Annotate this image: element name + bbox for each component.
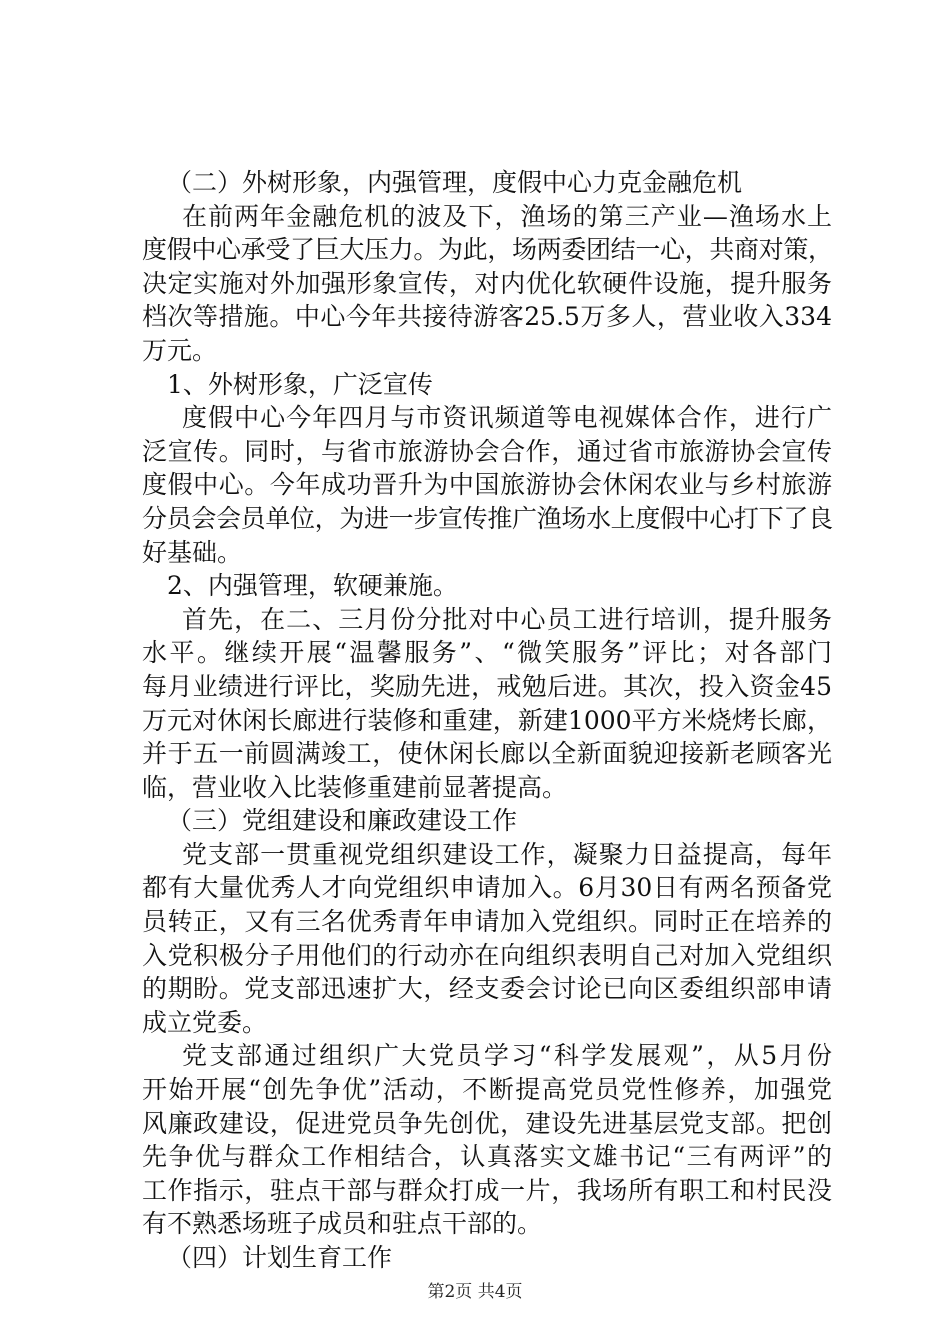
text-line: 度假中心今年四月与市资讯频道等电视媒体合作，进行广 xyxy=(182,403,832,433)
text-line: （四）计划生育工作 xyxy=(167,1243,393,1272)
text-line: 党支部通过组织广大党员学习“科学发展观”，从5月份 xyxy=(182,1041,832,1071)
text-line: 泛宣传。同时，与省市旅游协会合作，通过省市旅游协会宣传 xyxy=(142,436,832,466)
text-line: 万元。 xyxy=(142,335,218,365)
text-line: 在前两年金融危机的波及下，渔场的第三产业—渔场水上 xyxy=(182,201,832,231)
text-line: 有不熟悉场班子成员和驻点干部的。 xyxy=(142,1209,543,1239)
text-line: 万元对休闲长廊进行装修和重建，新建1000平方米烧烤长廊， xyxy=(142,705,832,735)
text-line: 决定实施对外加强形象宣传，对内优化软硬件设施，提升服务 xyxy=(142,268,832,298)
text-line: 分员会会员单位，为进一步宣传推广渔场水上度假中心打下了良 xyxy=(142,503,832,533)
text-line: 都有大量优秀人才向党组织申请加入。6月30日有两名预备党 xyxy=(142,873,832,903)
text-line: 1、外树形象，广泛宣传 xyxy=(167,369,433,399)
text-line: 首先，在二、三月份分批对中心员工进行培训，提升服务 xyxy=(182,604,832,634)
document-body xyxy=(142,166,832,1275)
text-line: 开始开展“创先争优”活动，不断提高党员党性修养，加强党 xyxy=(142,1075,832,1105)
text-line: 度假中心承受了巨大压力。为此，场两委团结一心，共商对策， xyxy=(142,235,832,265)
text-line: 党支部一贯重视党组织建设工作，凝聚力日益提高，每年 xyxy=(182,839,832,869)
text-line: 好基础。 xyxy=(142,537,243,567)
text-line: （三）党组建设和廉政建设工作 xyxy=(167,806,518,836)
text-line: 每月业绩进行评比，奖励先进，戒勉后进。其次，投入资金45 xyxy=(142,671,832,701)
text-line: 成立党委。 xyxy=(142,1007,268,1037)
text-line: 入党积极分子用他们的行动亦在向组织表明自己对加入党组织 xyxy=(142,940,832,970)
text-line: 员转正，又有三名优秀青年申请加入党组织。同时正在培养的 xyxy=(142,907,832,937)
text-line: 风廉政建设，促进党员争先创优，建设先进基层党支部。把创 xyxy=(142,1108,832,1138)
text-line: 档次等措施。中心今年共接待游客25.5万多人，营业收入334 xyxy=(142,302,832,332)
text-line: 度假中心。今年成功晋升为中国旅游协会休闲农业与乡村旅游 xyxy=(142,470,832,500)
text-line: 先争优与群众工作相结合，认真落实文雄书记“三有两评”的 xyxy=(142,1142,832,1172)
text-line: 临，营业收入比装修重建前显著提高。 xyxy=(142,772,568,802)
page-footer: 第2页 共4页 xyxy=(427,1282,523,1302)
text-line: 的期盼。党支部迅速扩大，经支委会讨论已向区委组织部申请 xyxy=(142,974,832,1004)
text-line: 并于五一前圆满竣工，使休闲长廊以全新面貌迎接新老顾客光 xyxy=(142,739,832,769)
text-line: 工作指示，驻点干部与群众打成一片，我场所有职工和村民没 xyxy=(142,1175,832,1205)
text-line: 2、内强管理，软硬兼施。 xyxy=(167,571,458,601)
text-line: 水平。继续开展“温馨服务”、“微笑服务”评比；对各部门 xyxy=(142,638,832,668)
text-line: （二）外树形象，内强管理，度假中心力克金融危机 xyxy=(167,168,743,197)
